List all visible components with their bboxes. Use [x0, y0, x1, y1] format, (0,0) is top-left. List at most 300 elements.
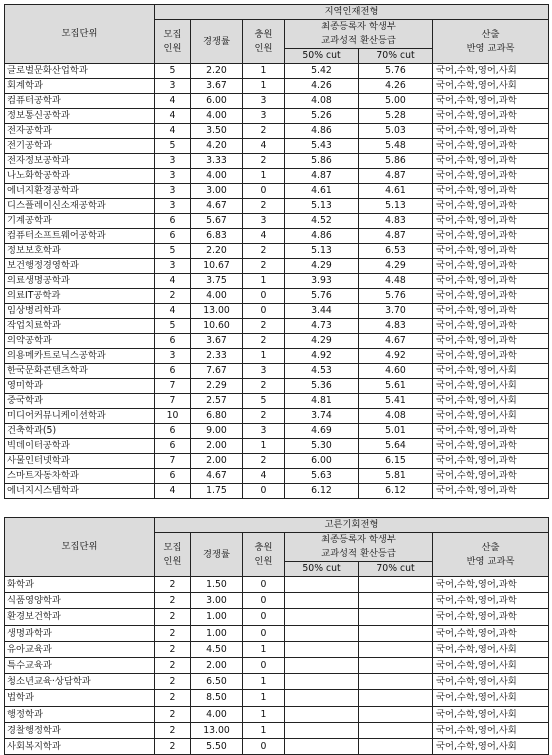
subjects-cell: 국어,수학,영어,사회 [433, 79, 549, 94]
unit-name-cell: 임상병리학과 [5, 304, 155, 319]
subjects-cell: 국어,수학,영어,과학 [433, 244, 549, 259]
unit-name-cell: 컴퓨터공학과 [5, 94, 155, 109]
recruit-count-cell: 4 [155, 484, 191, 499]
subjects-cell: 국어,수학,영어,과학 [433, 484, 549, 499]
table-row [5, 577, 549, 593]
table-row [5, 625, 549, 641]
unit-name-cell: 사회복지학과 [5, 738, 155, 754]
fill-count-cell: 1 [243, 274, 285, 289]
competition-ratio-cell: 2.00 [191, 439, 243, 454]
competition-ratio-cell: 6.83 [191, 229, 243, 244]
cut50-cell [285, 609, 359, 625]
fill-count-cell: 2 [243, 154, 285, 169]
header-final-line1: 최종등록자 학생부 [321, 21, 396, 32]
competition-ratio-cell: 4.00 [191, 289, 243, 304]
recruit-count-cell: 2 [155, 738, 191, 754]
competition-ratio-cell: 13.00 [191, 722, 243, 738]
unit-name-cell: 특수교육과 [5, 657, 155, 673]
competition-ratio-cell: 3.00 [191, 593, 243, 609]
header-fill-line2: 인원 [254, 42, 273, 54]
fill-count-cell: 1 [243, 674, 285, 690]
recruit-count-cell: 5 [155, 319, 191, 334]
cut50-cell [285, 657, 359, 673]
cut70-cell [359, 738, 433, 754]
cut70-cell: 5.03 [359, 124, 433, 139]
cut70-cell: 5.81 [359, 469, 433, 484]
fill-count-cell: 2 [243, 124, 285, 139]
unit-name-cell: 생명과학과 [5, 625, 155, 641]
cut50-cell: 4.87 [285, 169, 359, 184]
competition-ratio-cell: 4.00 [191, 169, 243, 184]
header-fill [243, 533, 285, 577]
header-ratio: 경쟁률 [191, 20, 243, 64]
table-row [5, 454, 549, 469]
table-row [5, 641, 549, 657]
cut70-cell: 5.76 [359, 289, 433, 304]
cut50-cell: 4.69 [285, 424, 359, 439]
competition-ratio-cell: 1.75 [191, 484, 243, 499]
cut50-cell: 5.13 [285, 199, 359, 214]
fill-count-cell: 3 [243, 214, 285, 229]
table-row [5, 722, 549, 738]
recruit-count-cell: 7 [155, 454, 191, 469]
competition-ratio-cell: 4.67 [191, 199, 243, 214]
fill-count-cell: 1 [243, 349, 285, 364]
fill-count-cell: 2 [243, 199, 285, 214]
cut70-cell: 6.15 [359, 454, 433, 469]
unit-name-cell: 보건행정경영학과 [5, 259, 155, 274]
subjects-cell: 국어,수학,영어,과학 [433, 214, 549, 229]
cut50-cell: 4.29 [285, 334, 359, 349]
recruit-count-cell: 6 [155, 364, 191, 379]
unit-name-cell: 글로벌문화산업학과 [5, 64, 155, 79]
unit-name-cell: 사물인터넷학과 [5, 454, 155, 469]
table-row [5, 109, 549, 124]
recruit-count-cell: 7 [155, 394, 191, 409]
fill-count-cell: 2 [243, 259, 285, 274]
unit-name-cell: 의약공학과 [5, 334, 155, 349]
subjects-cell: 국어,수학,영어,사회 [433, 394, 549, 409]
cut50-cell: 5.30 [285, 439, 359, 454]
cut50-cell: 4.26 [285, 79, 359, 94]
fill-count-cell: 2 [243, 454, 285, 469]
subjects-cell: 국어,수학,영어,사회 [433, 379, 549, 394]
recruit-count-cell: 3 [155, 154, 191, 169]
header-cut70: 70% cut [359, 562, 433, 577]
cut70-cell: 5.86 [359, 154, 433, 169]
unit-name-cell: 미디어커뮤니케이션학과 [5, 409, 155, 424]
cut70-cell: 4.83 [359, 319, 433, 334]
header-recruit-line2: 인원 [163, 555, 182, 567]
subjects-cell: 국어,수학,영어,과학 [433, 139, 549, 154]
fill-count-cell: 0 [243, 304, 285, 319]
subjects-cell: 국어,수학,영어,과학 [433, 289, 549, 304]
cut70-cell: 4.08 [359, 409, 433, 424]
table-row [5, 154, 549, 169]
fill-count-cell: 0 [243, 289, 285, 304]
unit-name-cell: 건축학과(5) [5, 424, 155, 439]
table-row [5, 169, 549, 184]
cut70-cell: 4.26 [359, 79, 433, 94]
recruit-count-cell: 2 [155, 722, 191, 738]
recruit-count-cell: 2 [155, 625, 191, 641]
cut70-cell [359, 609, 433, 625]
subjects-cell: 국어,수학,영어,과학 [433, 439, 549, 454]
subjects-cell: 국어,수학,영어,과학 [433, 334, 549, 349]
header-cut50: 50% cut [285, 562, 359, 577]
table-row [5, 214, 549, 229]
recruit-count-cell: 6 [155, 214, 191, 229]
subjects-cell: 국어,수학,영어,과학 [433, 184, 549, 199]
table-row [5, 738, 549, 754]
subjects-cell: 국어,수학,영어,과학 [433, 274, 549, 289]
unit-name-cell: 의용메카트로닉스공학과 [5, 349, 155, 364]
cut50-cell: 5.63 [285, 469, 359, 484]
competition-ratio-cell: 10.67 [191, 259, 243, 274]
cut70-cell [359, 577, 433, 593]
subjects-cell: 국어,수학,영어,과학 [433, 349, 549, 364]
competition-ratio-cell: 3.33 [191, 154, 243, 169]
header-recruit-line1: 모집 [163, 541, 182, 553]
competition-ratio-cell: 3.50 [191, 124, 243, 139]
table-row [5, 79, 549, 94]
competition-ratio-cell: 1.00 [191, 609, 243, 625]
admission-table-regional [4, 4, 549, 499]
table-row [5, 690, 549, 706]
subjects-cell: 국어,수학,영어,사회 [433, 641, 549, 657]
recruit-count-cell: 3 [155, 169, 191, 184]
recruit-count-cell: 4 [155, 124, 191, 139]
header-fill-line1: 충원 [254, 28, 273, 40]
cut50-cell: 4.52 [285, 214, 359, 229]
fill-count-cell: 0 [243, 593, 285, 609]
subjects-cell: 국어,수학,영어,과학 [433, 124, 549, 139]
competition-ratio-cell: 10.60 [191, 319, 243, 334]
unit-name-cell: 중국학과 [5, 394, 155, 409]
subjects-cell: 국어,수학,영어,과학 [433, 609, 549, 625]
admission-table-equal-opportunity [4, 517, 549, 755]
cut50-cell: 4.61 [285, 184, 359, 199]
cut50-cell: 4.86 [285, 124, 359, 139]
header-subject [433, 20, 549, 64]
subjects-cell: 국어,수학,영어,과학 [433, 169, 549, 184]
unit-name-cell: 의료생명공학과 [5, 274, 155, 289]
cut50-cell: 4.92 [285, 349, 359, 364]
table-row [5, 199, 549, 214]
cut50-cell [285, 722, 359, 738]
subjects-cell: 국어,수학,영어,과학 [433, 94, 549, 109]
cut50-cell: 4.73 [285, 319, 359, 334]
subjects-cell: 국어,수학,영어,사회 [433, 706, 549, 722]
cut70-cell [359, 674, 433, 690]
cut70-cell: 5.13 [359, 199, 433, 214]
fill-count-cell: 0 [243, 657, 285, 673]
competition-ratio-cell: 2.20 [191, 244, 243, 259]
competition-ratio-cell: 2.00 [191, 454, 243, 469]
unit-name-cell: 전자공학과 [5, 124, 155, 139]
cut70-cell: 4.67 [359, 334, 433, 349]
cut50-cell: 4.29 [285, 259, 359, 274]
subjects-cell: 국어,수학,영어,사회 [433, 738, 549, 754]
subjects-cell: 국어,수학,영어,과학 [433, 577, 549, 593]
recruit-count-cell: 4 [155, 274, 191, 289]
table-row [5, 379, 549, 394]
subjects-cell: 국어,수학,영어,과학 [433, 109, 549, 124]
recruit-count-cell: 7 [155, 379, 191, 394]
header-unit: 모집단위 [5, 5, 155, 64]
cut70-cell: 4.87 [359, 229, 433, 244]
unit-name-cell: 전자정보공학과 [5, 154, 155, 169]
unit-name-cell: 기계공학과 [5, 214, 155, 229]
cut50-cell: 4.53 [285, 364, 359, 379]
header-fill-line1: 충원 [254, 541, 273, 553]
table-title: 고른기회전형 [155, 518, 549, 533]
header-ratio: 경쟁률 [191, 533, 243, 577]
competition-ratio-cell: 13.00 [191, 304, 243, 319]
unit-name-cell: 영미학과 [5, 379, 155, 394]
recruit-count-cell: 2 [155, 657, 191, 673]
subjects-cell: 국어,수학,영어,과학 [433, 469, 549, 484]
cut70-cell: 5.28 [359, 109, 433, 124]
header-cut50: 50% cut [285, 49, 359, 64]
unit-name-cell: 에너지시스템학과 [5, 484, 155, 499]
header-recruit [155, 533, 191, 577]
header-recruit-line1: 모집 [163, 28, 182, 40]
table-row [5, 484, 549, 499]
subjects-cell: 국어,수학,영어,과학 [433, 154, 549, 169]
table-row [5, 319, 549, 334]
table-row [5, 274, 549, 289]
cut50-cell: 3.93 [285, 274, 359, 289]
recruit-count-cell: 3 [155, 199, 191, 214]
header-subject-line2: 반영 교과목 [466, 42, 515, 54]
table-row [5, 657, 549, 673]
recruit-count-cell: 2 [155, 577, 191, 593]
cut50-cell: 5.36 [285, 379, 359, 394]
table-row [5, 364, 549, 379]
recruit-count-cell: 2 [155, 706, 191, 722]
table-row [5, 289, 549, 304]
subjects-cell: 국어,수학,영어,사회 [433, 64, 549, 79]
competition-ratio-cell: 5.67 [191, 214, 243, 229]
cut50-cell [285, 674, 359, 690]
header-final-line2: 교과성적 환산등급 [321, 548, 396, 559]
cut50-cell: 5.86 [285, 154, 359, 169]
cut50-cell: 6.00 [285, 454, 359, 469]
fill-count-cell: 0 [243, 609, 285, 625]
competition-ratio-cell: 9.00 [191, 424, 243, 439]
fill-count-cell: 3 [243, 109, 285, 124]
subjects-cell: 국어,수학,영어,과학 [433, 593, 549, 609]
cut50-cell: 3.74 [285, 409, 359, 424]
recruit-count-cell: 2 [155, 609, 191, 625]
cut50-cell: 4.81 [285, 394, 359, 409]
unit-name-cell: 회계학과 [5, 79, 155, 94]
cut70-cell: 4.92 [359, 349, 433, 364]
competition-ratio-cell: 3.00 [191, 184, 243, 199]
recruit-count-cell: 2 [155, 641, 191, 657]
cut50-cell [285, 625, 359, 641]
fill-count-cell: 2 [243, 334, 285, 349]
cut50-cell: 5.42 [285, 64, 359, 79]
table-row [5, 439, 549, 454]
table-row [5, 334, 549, 349]
competition-ratio-cell: 1.00 [191, 625, 243, 641]
unit-name-cell: 스마트자동차학과 [5, 469, 155, 484]
header-subject-line1: 산출 [481, 28, 500, 40]
competition-ratio-cell: 6.00 [191, 94, 243, 109]
subjects-cell: 국어,수학,영어,과학 [433, 319, 549, 334]
cut70-cell [359, 641, 433, 657]
unit-name-cell: 유아교육과 [5, 641, 155, 657]
cut70-cell: 4.48 [359, 274, 433, 289]
table-row [5, 394, 549, 409]
fill-count-cell: 0 [243, 577, 285, 593]
table-title: 지역인재전형 [155, 5, 549, 20]
table-row [5, 424, 549, 439]
recruit-count-cell: 10 [155, 409, 191, 424]
recruit-count-cell: 2 [155, 289, 191, 304]
cut50-cell [285, 577, 359, 593]
competition-ratio-cell: 2.00 [191, 657, 243, 673]
cut50-cell: 5.26 [285, 109, 359, 124]
cut70-cell [359, 722, 433, 738]
unit-name-cell: 의료IT공학과 [5, 289, 155, 304]
subjects-cell: 국어,수학,영어,사회 [433, 364, 549, 379]
subjects-cell: 국어,수학,영어,과학 [433, 259, 549, 274]
competition-ratio-cell: 2.29 [191, 379, 243, 394]
header-unit: 모집단위 [5, 518, 155, 577]
table-row [5, 304, 549, 319]
cut70-cell: 4.87 [359, 169, 433, 184]
cut70-cell: 6.53 [359, 244, 433, 259]
fill-count-cell: 1 [243, 641, 285, 657]
cut70-cell: 4.29 [359, 259, 433, 274]
fill-count-cell: 0 [243, 625, 285, 641]
cut70-cell: 5.64 [359, 439, 433, 454]
fill-count-cell: 1 [243, 706, 285, 722]
header-final-line1: 최종등록자 학생부 [321, 534, 396, 545]
table-row [5, 94, 549, 109]
fill-count-cell: 1 [243, 64, 285, 79]
fill-count-cell: 4 [243, 139, 285, 154]
table-row [5, 609, 549, 625]
header-fill [243, 20, 285, 64]
header-recruit [155, 20, 191, 64]
competition-ratio-cell: 5.50 [191, 738, 243, 754]
recruit-count-cell: 2 [155, 593, 191, 609]
cut70-cell: 4.83 [359, 214, 433, 229]
recruit-count-cell: 6 [155, 424, 191, 439]
recruit-count-cell: 3 [155, 184, 191, 199]
recruit-count-cell: 5 [155, 139, 191, 154]
fill-count-cell: 1 [243, 439, 285, 454]
fill-count-cell: 3 [243, 364, 285, 379]
unit-name-cell: 식품영양학과 [5, 593, 155, 609]
cut70-cell [359, 593, 433, 609]
header-subject-line2: 반영 교과목 [466, 555, 515, 567]
unit-name-cell: 전기공학과 [5, 139, 155, 154]
table-row [5, 593, 549, 609]
fill-count-cell: 2 [243, 379, 285, 394]
fill-count-cell: 2 [243, 409, 285, 424]
competition-ratio-cell: 7.67 [191, 364, 243, 379]
subjects-cell: 국어,수학,영어,과학 [433, 304, 549, 319]
competition-ratio-cell: 2.20 [191, 64, 243, 79]
cut50-cell: 4.08 [285, 94, 359, 109]
table-row [5, 349, 549, 364]
recruit-count-cell: 6 [155, 469, 191, 484]
cut50-cell [285, 690, 359, 706]
recruit-count-cell: 3 [155, 349, 191, 364]
table-row [5, 229, 549, 244]
subjects-cell: 국어,수학,영어,과학 [433, 199, 549, 214]
unit-name-cell: 정보보호학과 [5, 244, 155, 259]
unit-name-cell: 행정학과 [5, 706, 155, 722]
unit-name-cell: 경찰행정학과 [5, 722, 155, 738]
recruit-count-cell: 3 [155, 259, 191, 274]
unit-name-cell: 작업치료학과 [5, 319, 155, 334]
cut70-cell: 4.60 [359, 364, 433, 379]
recruit-count-cell: 2 [155, 674, 191, 690]
header-fill-line2: 인원 [254, 555, 273, 567]
recruit-count-cell: 6 [155, 334, 191, 349]
table-row [5, 674, 549, 690]
cut70-cell: 5.41 [359, 394, 433, 409]
unit-name-cell: 청소년교육·상담학과 [5, 674, 155, 690]
subjects-cell: 국어,수학,영어,사회 [433, 657, 549, 673]
header-final-grade [285, 533, 433, 562]
fill-count-cell: 1 [243, 722, 285, 738]
competition-ratio-cell: 3.67 [191, 79, 243, 94]
unit-name-cell: 한국문화콘텐츠학과 [5, 364, 155, 379]
unit-name-cell: 화학과 [5, 577, 155, 593]
competition-ratio-cell: 6.80 [191, 409, 243, 424]
table-row [5, 244, 549, 259]
recruit-count-cell: 4 [155, 109, 191, 124]
subjects-cell: 국어,수학,영어,사회 [433, 409, 549, 424]
unit-name-cell: 컴퓨터소프트웨어공학과 [5, 229, 155, 244]
fill-count-cell: 2 [243, 244, 285, 259]
fill-count-cell: 1 [243, 169, 285, 184]
cut50-cell: 3.44 [285, 304, 359, 319]
recruit-count-cell: 6 [155, 229, 191, 244]
cut70-cell [359, 625, 433, 641]
header-subject [433, 533, 549, 577]
table-row [5, 469, 549, 484]
header-cut70: 70% cut [359, 49, 433, 64]
competition-ratio-cell: 6.50 [191, 674, 243, 690]
fill-count-cell: 3 [243, 424, 285, 439]
fill-count-cell: 5 [243, 394, 285, 409]
fill-count-cell: 0 [243, 184, 285, 199]
table-row [5, 184, 549, 199]
fill-count-cell: 1 [243, 79, 285, 94]
fill-count-cell: 4 [243, 229, 285, 244]
competition-ratio-cell: 2.57 [191, 394, 243, 409]
cut50-cell: 4.86 [285, 229, 359, 244]
cut50-cell [285, 706, 359, 722]
subjects-cell: 국어,수학,영어,사회 [433, 722, 549, 738]
cut70-cell: 5.00 [359, 94, 433, 109]
competition-ratio-cell: 1.50 [191, 577, 243, 593]
unit-name-cell: 법학과 [5, 690, 155, 706]
table-row [5, 64, 549, 79]
competition-ratio-cell: 3.75 [191, 274, 243, 289]
recruit-count-cell: 4 [155, 94, 191, 109]
subjects-cell: 국어,수학,영어,사회 [433, 674, 549, 690]
competition-ratio-cell: 4.00 [191, 109, 243, 124]
